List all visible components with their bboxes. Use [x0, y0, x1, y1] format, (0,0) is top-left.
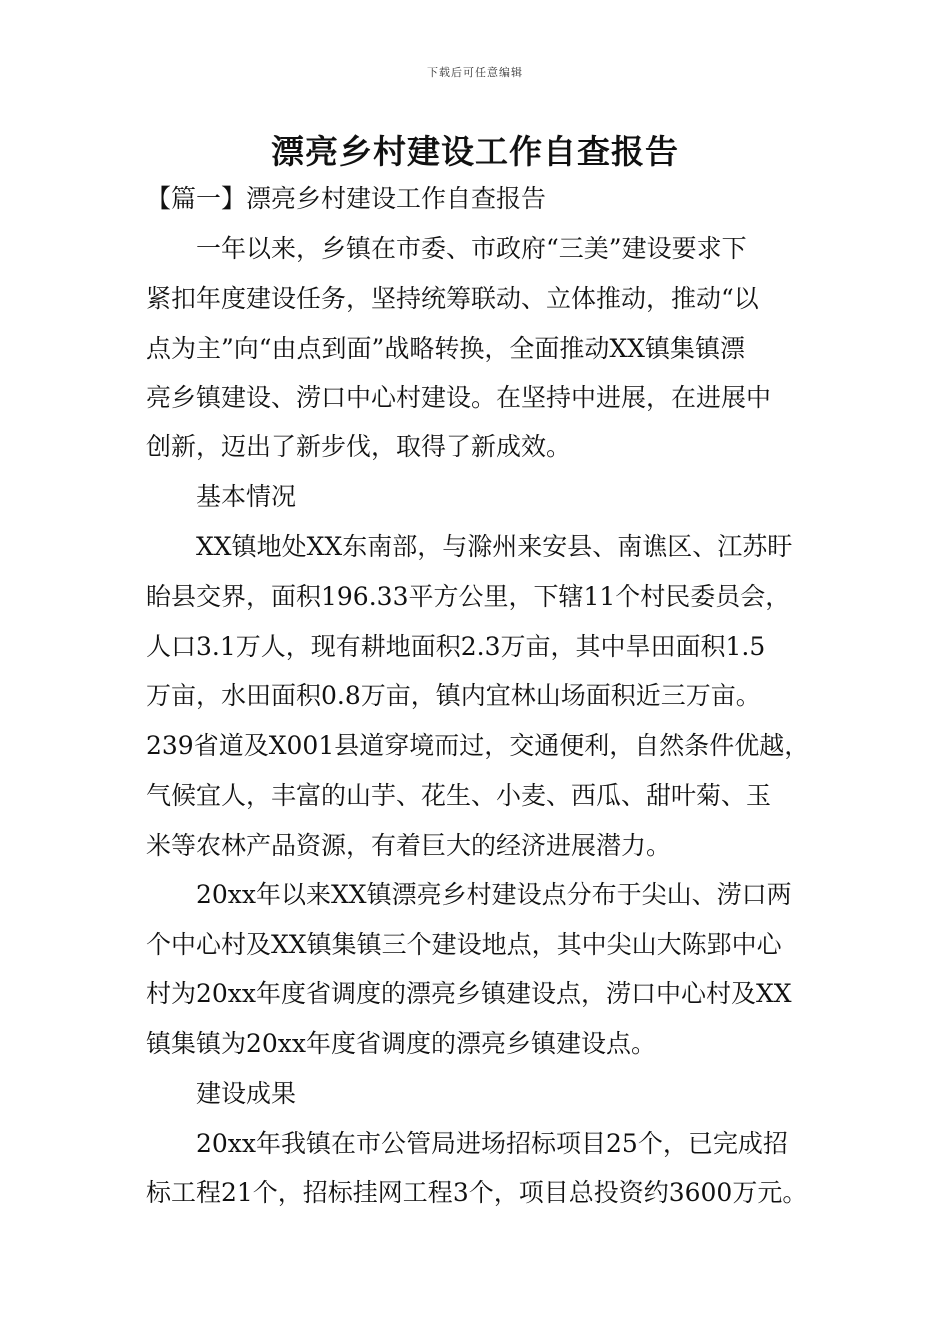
- paragraph-line: 亮乡镇建设、涝口中心村建设。在坚持中进展，在进展中: [146, 383, 772, 412]
- paragraph-line: 人口3.1万人，现有耕地面积2.3万亩，其中旱田面积1.5: [146, 632, 766, 661]
- paragraph-line: 创新，迈出了新步伐，取得了新成效。: [146, 432, 572, 461]
- paragraph-line: 眙县交界，面积196.33平方公里，下辖11个村民委员会，: [146, 582, 791, 611]
- document-title: 漂亮乡村建设工作自查报告: [271, 132, 679, 171]
- subheading-construction-results: 建设成果: [196, 1079, 297, 1108]
- paragraph-line: 20xx年以来XX镇漂亮乡村建设点分布于尖山、涝口两: [196, 880, 792, 909]
- paragraph-line: 镇集镇为20xx年度省调度的漂亮乡镇建设点。: [146, 1029, 657, 1058]
- paragraph-line: 个中心村及XX镇集镇三个建设地点，其中尖山大陈郢中心: [146, 930, 782, 959]
- paragraph-line: 20xx年我镇在市公管局进场招标项目25个，已完成招: [196, 1129, 788, 1158]
- paragraph-line: 村为20xx年度省调度的漂亮乡镇建设点，涝口中心村及XX: [146, 979, 792, 1008]
- paragraph-line: 239省道及X001县道穿境而过，交通便利，自然条件优越，: [146, 731, 810, 760]
- section-heading: 【篇一】漂亮乡村建设工作自查报告: [146, 184, 547, 213]
- header-note: 下载后可任意编辑: [427, 66, 523, 79]
- paragraph-line: 标工程21个，招标挂网工程3个，项目总投资约3600万元。: [146, 1178, 808, 1207]
- paragraph-line: 一年以来，乡镇在市委、市政府“三美”建设要求下: [196, 234, 747, 263]
- paragraph-line: 紧扣年度建设任务，坚持统筹联动、立体推动，推动“以: [146, 284, 759, 313]
- paragraph-line: XX镇地处XX东南部，与滁州来安县、南谯区、江苏盱: [196, 532, 793, 561]
- paragraph-line: 万亩，水田面积0.8万亩，镇内宜林山场面积近三万亩。: [146, 681, 761, 710]
- paragraph-line: 点为主”向“由点到面”战略转换，全面推动XX镇集镇漂: [146, 334, 745, 363]
- subheading-basic-situation: 基本情况: [196, 482, 297, 511]
- paragraph-line: 米等农林产品资源，有着巨大的经济进展潜力。: [146, 831, 672, 860]
- paragraph-line: 气候宜人，丰富的山芋、花生、小麦、西瓜、甜叶菊、玉: [146, 781, 772, 810]
